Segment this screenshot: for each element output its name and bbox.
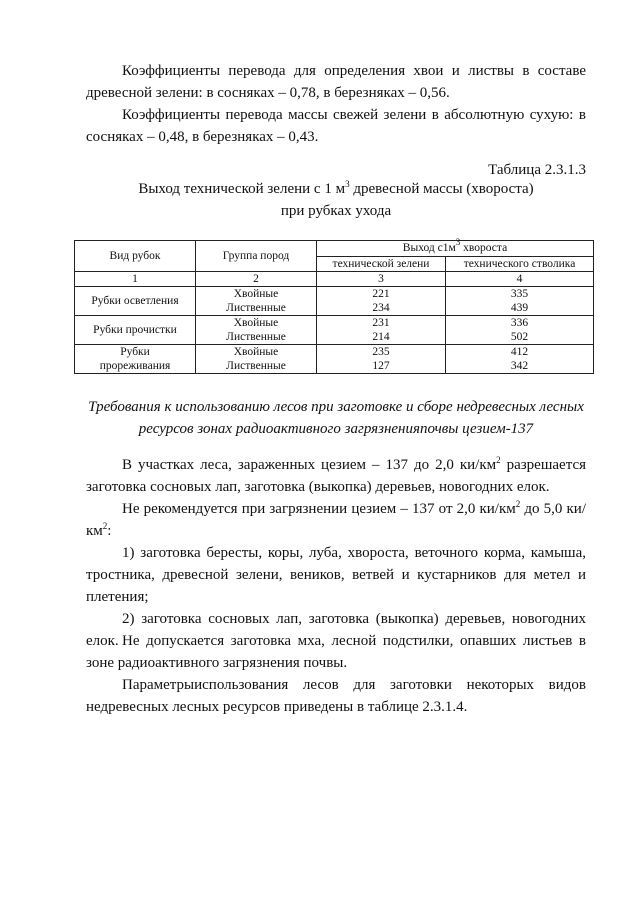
list-item-2: 2) заготовка сосновых лап, заготовка (выкопка) деревьев, новогодних елок. <box>86 611 586 649</box>
list-item-1: 1) заготовка бересты, коры, луба, хвороста, веточного корма, камыша, тростника, древесной зелени, веников, ветвей и кустарников для метел и плетения; <box>86 545 586 605</box>
column-number: 3 <box>317 272 446 287</box>
paragraph-conversion-needles: Коэффициенты перевода для определения хвои и листвы в составе древесной зелени: в сосняках – 0,78, в березняках – 0,56. <box>86 63 586 101</box>
cutting-type-cell: Рубки прочистки <box>75 316 196 345</box>
green-yield-table <box>74 237 594 374</box>
species-cell: Хвойные Лиственные <box>196 345 317 374</box>
table-label: Таблица 2.3.1.3 <box>488 162 586 178</box>
column-number: 2 <box>196 272 317 287</box>
header-stems: технического стволика <box>446 256 594 272</box>
species-cell: Хвойные Лиственные <box>196 287 317 316</box>
column-number: 4 <box>446 272 594 287</box>
paragraph-allowed: В участках леса, зараженных цезием – 137 до 2,0 $ки/км^2$ разрешается заготовка сосновых лап, заготовка (выкопка) деревьев, новогодних елок. <box>86 455 586 495</box>
table-row <box>75 287 594 316</box>
header-cutting-type: Вид рубок <box>75 241 196 272</box>
header-greens: технической зелени <box>317 256 446 272</box>
stems-cell: 336 502 <box>446 316 594 345</box>
section-heading-line2: ресурсов зонах радиоактивного загрязненияпочвы цезием-137 <box>138 421 534 437</box>
column-number: 1 <box>75 272 196 287</box>
table-number-row <box>75 272 594 287</box>
greens-cell: 221 234 <box>317 287 446 316</box>
stems-cell: 412 342 <box>446 345 594 374</box>
greens-cell: 235 127 <box>317 345 446 374</box>
table-subtitle: при рубках ухода <box>280 203 392 219</box>
table-header-row <box>75 241 594 257</box>
stems-cell: 335 439 <box>446 287 594 316</box>
header-yield-group: Выход $с1м^3$ хвороста <box>317 241 594 257</box>
paragraph-parameters: Параметрыиспользования лесов для заготовки некоторых видов недревесных лесных ресурсов приведены в таблице 2.3.1.4. <box>86 677 586 715</box>
cutting-type-cell: Рубки осветления <box>75 287 196 316</box>
section-heading-line1: Требования к использованию лесов при заготовке и сборе недревесных лесных <box>88 399 584 415</box>
paragraph-prohibited: Не допускается заготовка мха, лесной подстилки, опавших листьев в зоне радиоактивного загрязнения почвы. <box>86 633 586 671</box>
table-row <box>75 345 594 374</box>
paragraph-conversion-dry: Коэффициенты перевода массы свежей зелени в абсолютную сухую: в сосняках – 0,48, в березняках – 0,43. <box>86 107 586 145</box>
header-species-group: Группа пород <box>196 241 317 272</box>
paragraph-not-recommended: Не рекомендуется при загрязнении цезием – 137 от 2,0 $ки/км^2$ до 5,0 $ки/км^2$: <box>86 499 586 539</box>
table-title: Выход технической зелени с 1 $м^3$ древесной массы (хвороста) <box>138 179 534 197</box>
greens-cell: 231 214 <box>317 316 446 345</box>
species-cell: Хвойные Лиственные <box>196 316 317 345</box>
table-row <box>75 316 594 345</box>
cutting-type-cell: Рубки прореживания <box>75 345 196 374</box>
